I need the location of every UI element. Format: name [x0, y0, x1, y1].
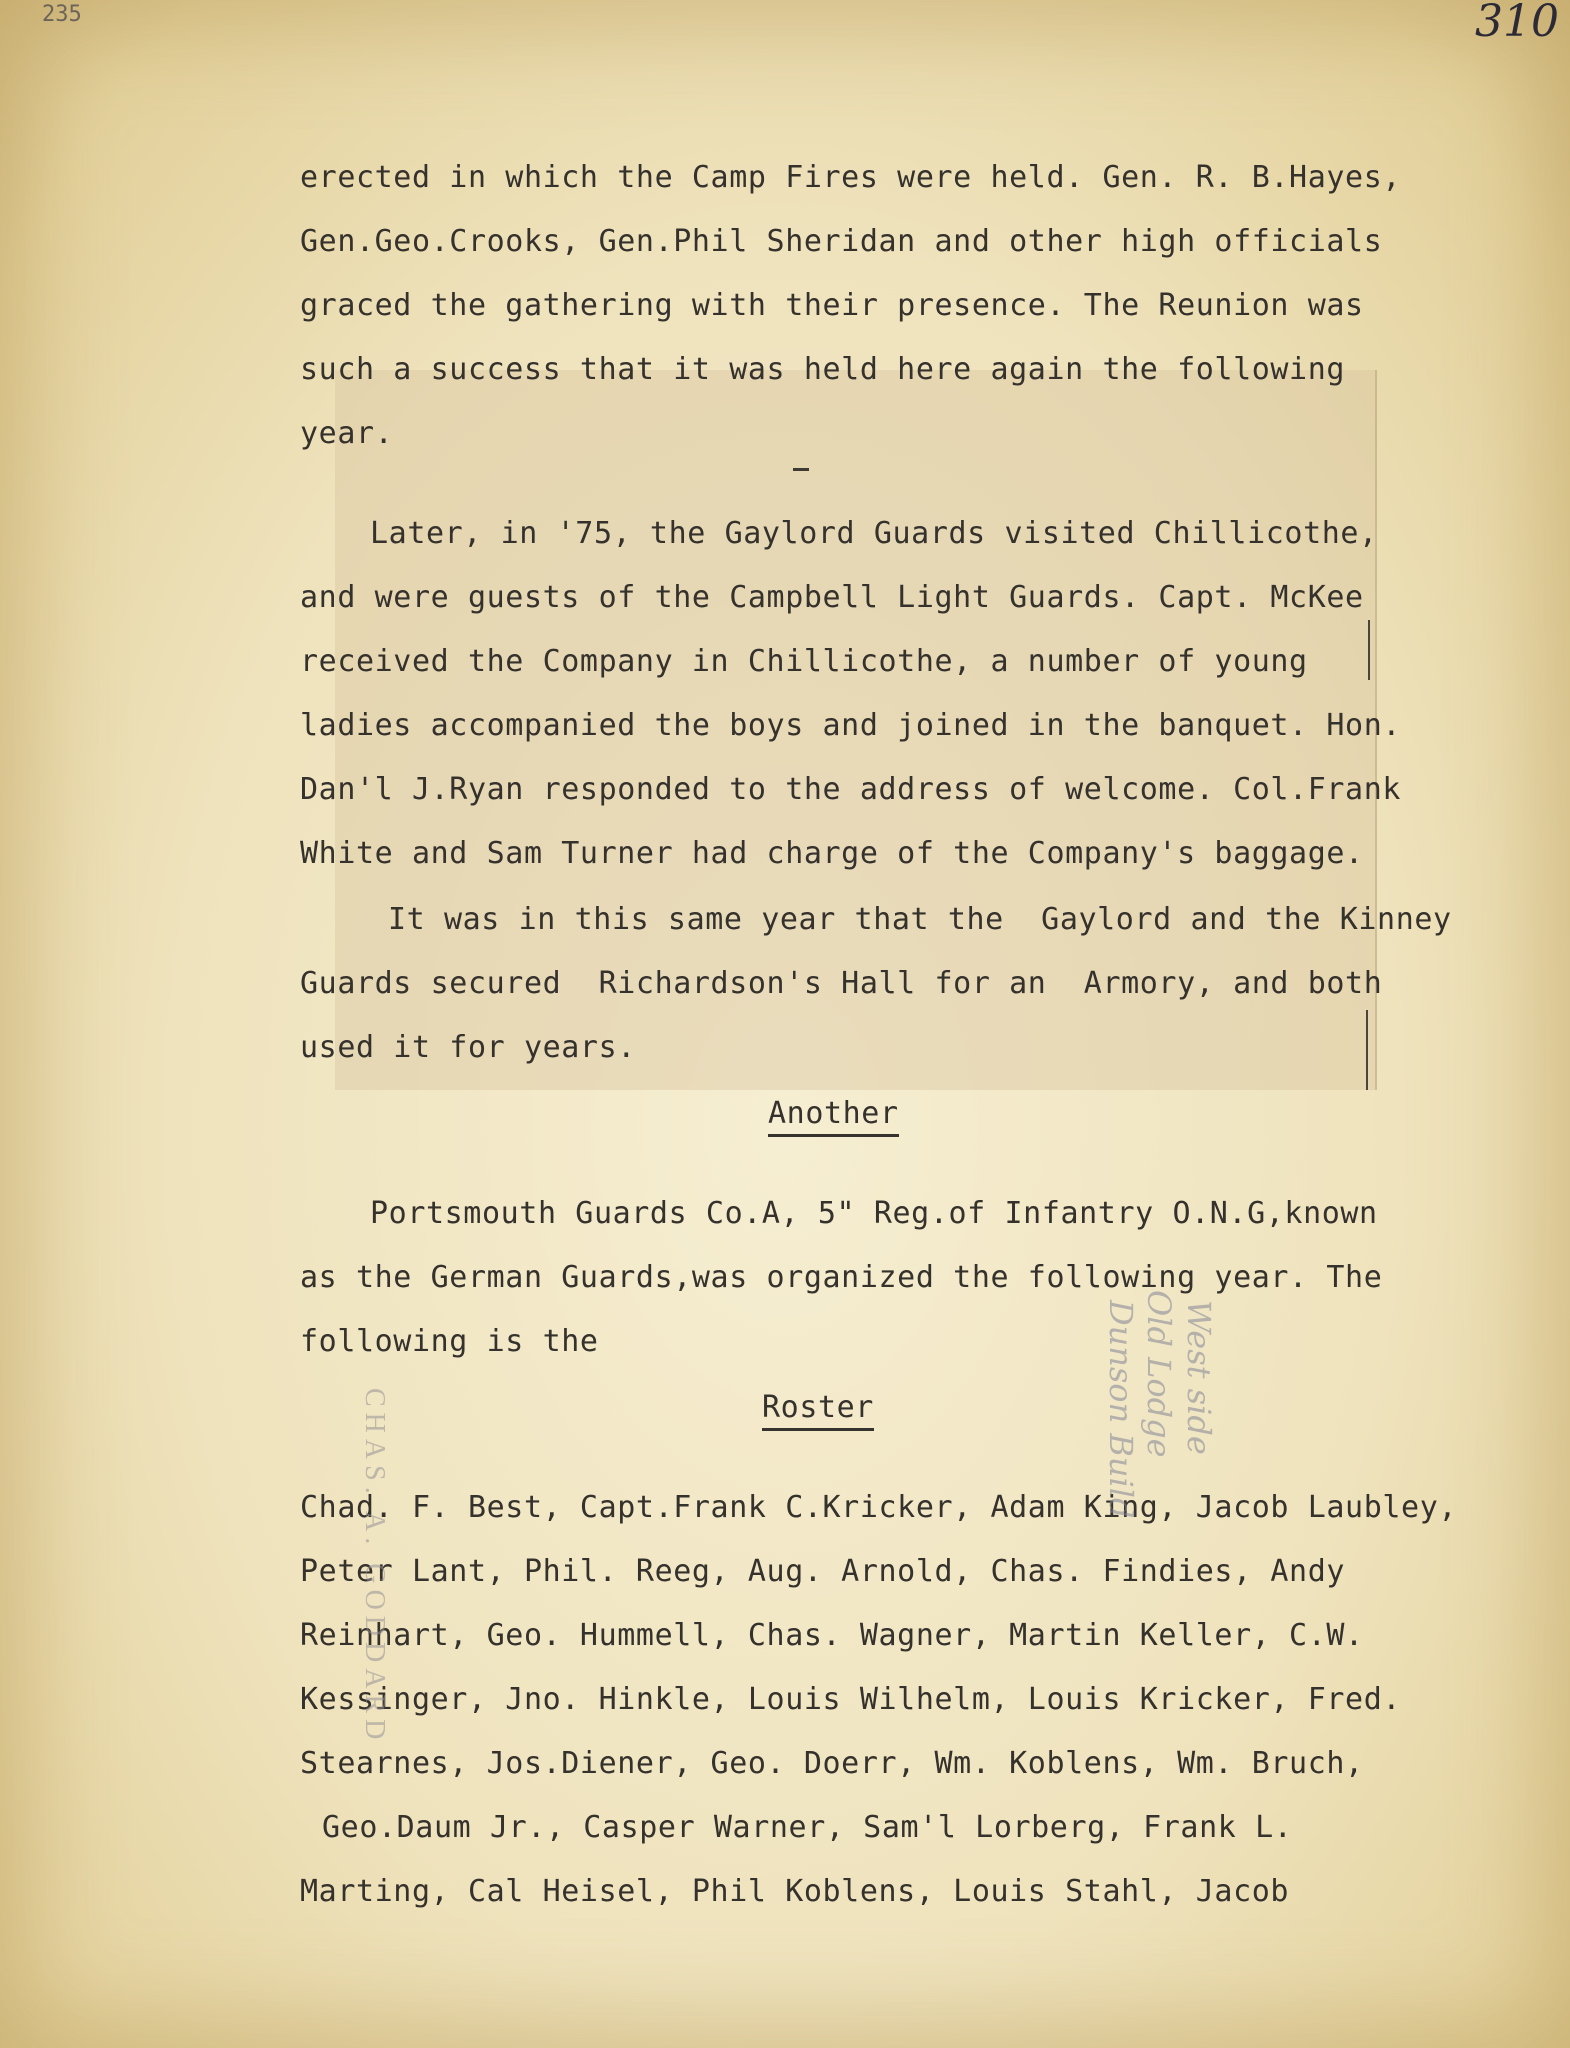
- text-line: as the German Guards,was organized the following year. The: [300, 1260, 1383, 1295]
- roster-line: Stearnes, Jos.Diener, Geo. Doerr, Wm. Koblens, Wm. Bruch,: [300, 1746, 1364, 1781]
- roster-line: Geo.Daum Jr., Casper Warner, Sam'l Lorberg, Frank L.: [322, 1810, 1293, 1845]
- text-line: erected in which the Camp Fires were held. Gen. R. B.Hayes,: [300, 160, 1402, 195]
- text-line: It was in this same year that the Gaylord and the Kinney: [388, 902, 1452, 937]
- text-line: used it for years.: [300, 1030, 636, 1065]
- text-line: Portsmouth Guards Co.A, 5" Reg.of Infantry O.N.G,known: [370, 1196, 1378, 1231]
- handwritten-folio-number: 310: [1475, 0, 1559, 47]
- heading-roster: Roster: [762, 1390, 874, 1431]
- text-line: Guards secured Richardson's Hall for an Armory, and both: [300, 966, 1383, 1001]
- roster-line: Chad. F. Best, Capt.Frank C.Kricker, Adam King, Jacob Laubley,: [300, 1490, 1458, 1525]
- text-line: Gen.Geo.Crooks, Gen.Phil Sheridan and other high officials: [300, 224, 1383, 259]
- roster-line: Reinhart, Geo. Hummell, Chas. Wagner, Martin Keller, C.W.: [300, 1618, 1364, 1653]
- text-line: ladies accompanied the boys and joined in the banquet. Hon.: [300, 708, 1402, 743]
- roster-line: Peter Lant, Phil. Reeg, Aug. Arnold, Chas. Findies, Andy: [300, 1554, 1346, 1589]
- page-number: 235: [42, 2, 82, 27]
- text-line: such a success that it was held here again the following: [300, 352, 1346, 387]
- text-line: following is the: [300, 1324, 599, 1359]
- typed-dash-mark: [793, 468, 809, 471]
- text-line: Later, in '75, the Gaylord Guards visited Chillicothe,: [370, 516, 1378, 551]
- pencil-annotation: Dunson Build: [1102, 1300, 1140, 1519]
- text-line: year.: [300, 416, 394, 451]
- margin-ink-mark: [1368, 620, 1370, 680]
- text-line: White and Sam Turner had charge of the Company's baggage.: [300, 836, 1364, 871]
- vertical-name-stamp: CHAS. A. GODDARD: [359, 1388, 390, 1746]
- text-line: graced the gathering with their presence. The Reunion was: [300, 288, 1364, 323]
- roster-line: Kessinger, Jno. Hinkle, Louis Wilhelm, Louis Kricker, Fred.: [300, 1682, 1402, 1717]
- pencil-annotation: West side: [1180, 1300, 1218, 1455]
- roster-line: Marting, Cal Heisel, Phil Koblens, Louis Stahl, Jacob: [300, 1874, 1290, 1909]
- text-line: Dan'l J.Ryan responded to the address of welcome. Col.Frank: [300, 772, 1402, 807]
- text-line: received the Company in Chillicothe, a number of young: [300, 644, 1308, 679]
- margin-ink-mark: [1366, 1010, 1368, 1090]
- heading-another: Another: [768, 1096, 899, 1137]
- pencil-annotation: Old Lodge: [1140, 1290, 1178, 1458]
- text-line: and were guests of the Campbell Light Guards. Capt. McKee: [300, 580, 1364, 615]
